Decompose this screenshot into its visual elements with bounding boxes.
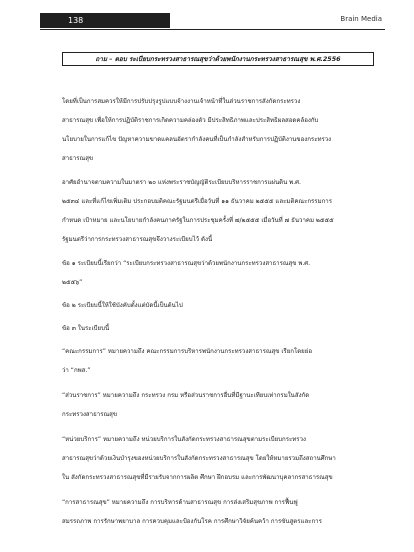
text-line: ๒๕๕๖” <box>62 279 83 286</box>
text-line: ว่า “กพส.” <box>62 367 91 374</box>
text-line: สาธารณสุขว่าด้วยเงินบำรุงของหน่วยบริการในสังกัดกระทรวงสาธารณสุข โดยให้หมายรวมถึงสถานศึกษา <box>62 455 336 462</box>
text-line: นโยบายในการแก้ไข ปัญหาความขาดแคลนอัตรากำลังคนที่เป็นกำลังสำหรับการปฏิบัติงานของกระทรวง <box>62 136 332 143</box>
text-line: ข้อ ๑ ระเบียบนี้เรียกว่า “ระเบียบกระทรวงสาธารณสุขว่าด้วยพนักงานกระทรวงสาธารณสุข พ.ศ. <box>62 260 311 267</box>
text-line: กำหนด เป้าหมาย และนโยบายกำลังคนภาครัฐในการประชุมครั้งที่ ๗/๒๕๕๕ เมื่อวันที่ ๗ ธันวาคม ๒๕๕๕ <box>62 217 334 224</box>
text-line: “ส่วนราชการ” หมายความถึง กระทรวง กรม หรือส่วนราชการอื่นที่มีฐานะเทียบเท่ากรมในสังกัด <box>62 392 310 399</box>
text-line: สาธารณสุข <box>62 155 94 162</box>
header-rule <box>40 29 385 30</box>
text-line: รัฐมนตรีว่าการกระทรวงสาธารณสุขจึงวางระเบียบไว้ ดังนี้ <box>62 236 213 243</box>
text-line: ข้อ ๒ ระเบียบนี้ให้ใช้บังคับตั้งแต่บัดนี้เป็นต้นไป <box>62 302 183 309</box>
text-line: “การสาธารณสุข” หมายความถึง การบริหารด้านสาธารณสุข การส่งเสริมสุขภาพ การฟื้นฟู <box>62 499 298 506</box>
page-number: 138 <box>40 13 170 28</box>
text-line: “คณะกรรมการ” หมายความถึง คณะกรรมการบริหารพนักงานกระทรวงสาธารณสุข เรียกโดยย่อ <box>62 348 312 355</box>
text-line: โดยที่เป็นการสมควรให้มีการปรับปรุงรูปแบบจ้างงานเจ้าหน้าที่ในส่วนราชการสังกัดกระทรวง <box>62 98 301 105</box>
section-title: ถาม – ตอบ ระเบียบกระทรวงสาธารณสุขว่าด้วยพนักงานกระทรวงสาธารณสุข พ.ศ.2556 <box>62 52 374 66</box>
text-line: กระทรวงสาธารณสุข <box>62 411 118 418</box>
text-line: ข้อ ๓ ในระเบียบนี้ <box>62 325 110 332</box>
text-line: อาศัยอำนาจตามความในมาตรา ๒๐ แห่งพระราชบัญญัติระเบียบบริหารราชการแผ่นดิน พ.ศ. <box>62 179 301 186</box>
text-line: ๒๕๓๔ และที่แก้ไขเพิ่มเติม ประกอบมติคณะรัฐมนตรีเมื่อวันที่ ๑๑ ธันวาคม ๒๕๕๕ และมติคณะกรรมการ <box>62 198 332 205</box>
brand-label: Brain Media <box>340 15 382 23</box>
text-line: ใน สังกัดกระทรวงสาธารณสุขที่มีรายรับจากการผลิต ศึกษา ฝึกอบรม และการพัฒนาบุคลากรสาธารณสุข <box>62 474 333 481</box>
text-line: สมรรถภาพ การรักษาพยาบาล การควบคุมและป้องกันโรค การศึกษาวิจัยค้นคว้า การขันสูตรและการ <box>62 518 322 525</box>
text-line: สาธารณสุข เพื่อให้การปฏิบัติราชการเกิดความคล่องตัว มีประสิทธิภาพและประสิทธิผลสอดคล้องกับ <box>62 117 319 124</box>
text-line: “หน่วยบริการ” หมายความถึง หน่วยบริการในสังกัดกระทรวงสาธารณสุขตามระเบียบกระทรวง <box>62 436 306 443</box>
